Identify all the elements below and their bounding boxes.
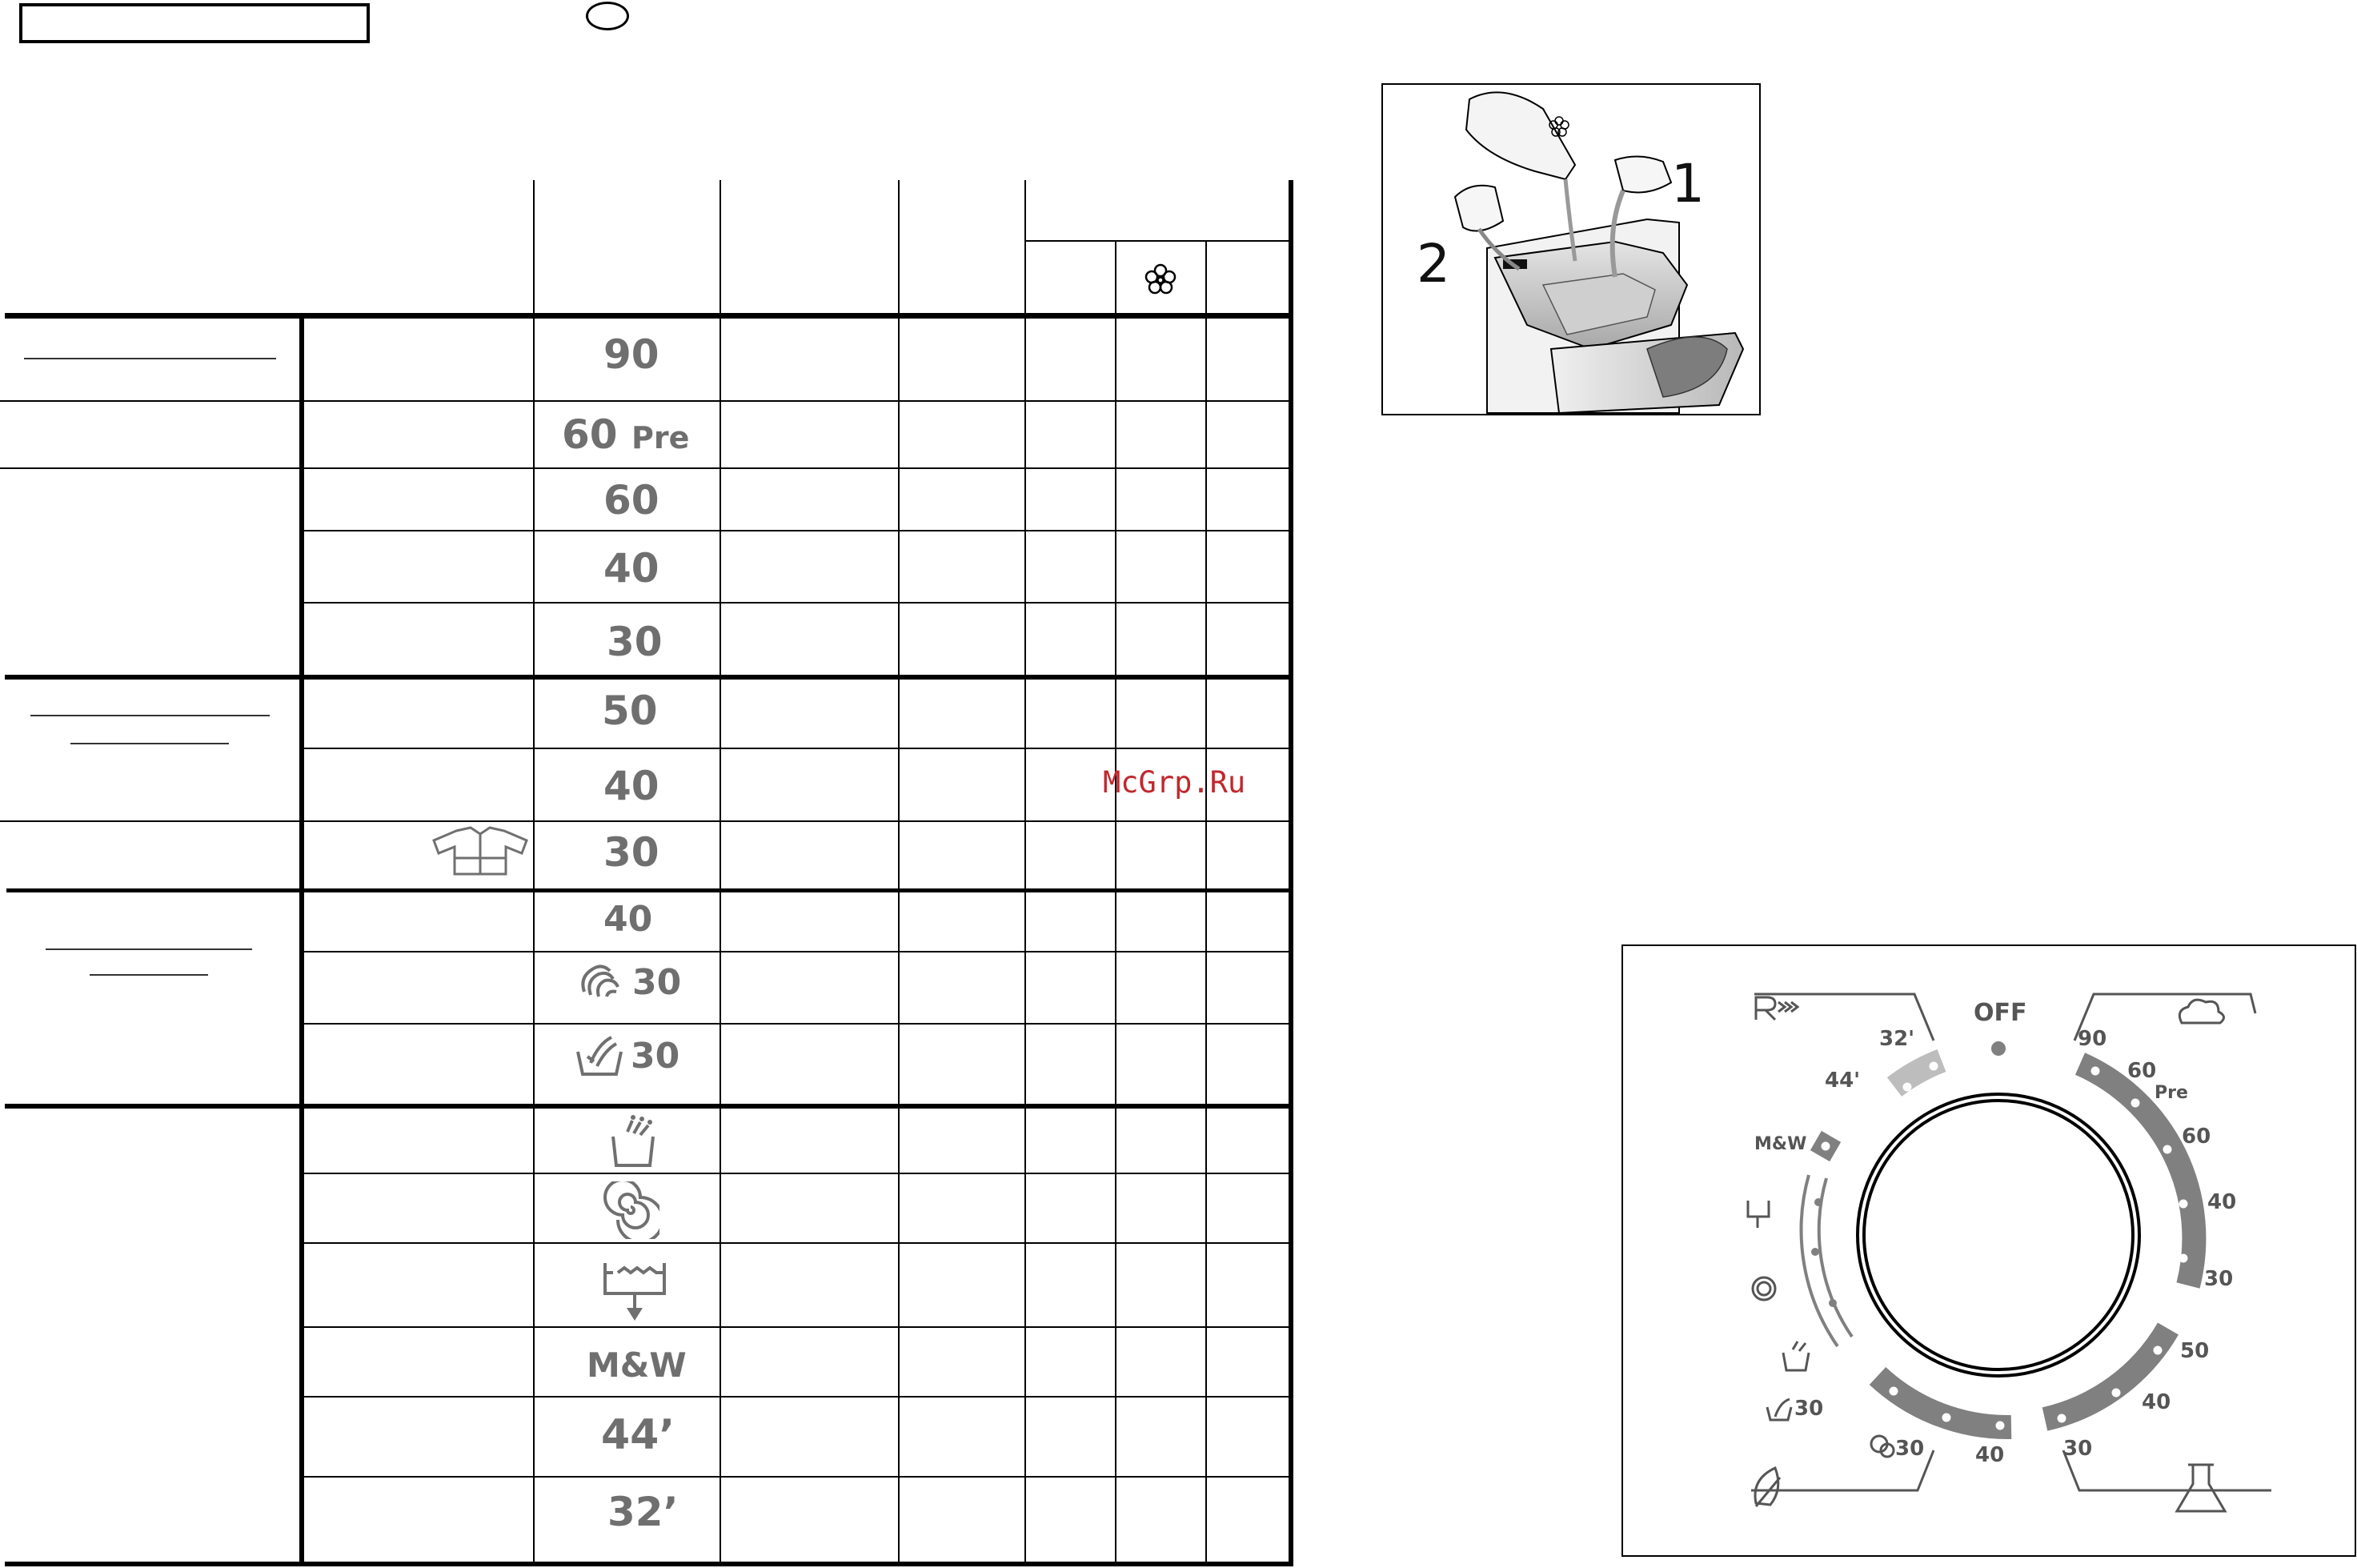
program-label-30: 30 — [607, 619, 663, 665]
rinse-icon — [608, 1111, 658, 1169]
table-hline-thick — [5, 1104, 1293, 1109]
synthetic-icon — [2177, 1465, 2225, 1511]
dial-delicate-40: 40 — [1975, 1443, 2005, 1467]
table-hline-thick — [5, 675, 1293, 680]
program-label-mw: M&W — [587, 1345, 687, 1385]
handwash-small-icon — [1767, 1399, 1791, 1420]
dial-wool-30: 30 — [1895, 1437, 1925, 1461]
drain-icon — [602, 1258, 667, 1324]
table-hline — [0, 820, 299, 822]
table-vline — [533, 180, 535, 1565]
dial-cotton-60: 60 — [2127, 1059, 2157, 1083]
table-hline — [304, 820, 1289, 822]
table-vline — [898, 180, 900, 1565]
dial-synthetic-50: 50 — [2180, 1339, 2210, 1363]
table-hline — [304, 1476, 1289, 1478]
table-hline — [304, 530, 1289, 531]
delicate-icon — [1755, 1468, 1780, 1506]
group-label-underline — [90, 974, 208, 976]
table-hline — [0, 467, 299, 469]
dispenser-illustration — [1381, 83, 1761, 415]
shirt-icon — [432, 826, 528, 877]
table-hline — [304, 1396, 1289, 1398]
table-vline — [1289, 180, 1293, 1566]
table-vline — [1115, 240, 1116, 1565]
watermark: McGrp.Ru — [1103, 765, 1246, 800]
program-label-40: 40 — [603, 763, 659, 809]
program-label-40: 40 — [603, 545, 659, 592]
program-label-32: 32’ — [607, 1489, 679, 1535]
program-label-60: 60 — [603, 477, 659, 523]
cotton-icon — [2179, 1000, 2223, 1023]
wool-icon — [578, 960, 626, 1001]
program-label-50: 50 — [602, 688, 658, 734]
program-label-90: 90 — [603, 331, 659, 378]
table-hline — [304, 748, 1289, 749]
table-hline — [0, 400, 299, 402]
flower-icon — [1143, 263, 1178, 298]
dial-synthetic-40: 40 — [2142, 1390, 2171, 1414]
table-hline-thick — [5, 1562, 1293, 1566]
program-label-handwash-30: 30 — [631, 1036, 680, 1077]
dial-handwash-30: 30 — [1794, 1397, 1824, 1421]
table-vline — [1024, 180, 1026, 1565]
program-label-44: 44’ — [601, 1411, 675, 1459]
dial-32-label: 32' — [1879, 1027, 1915, 1051]
drain-small-icon — [1748, 1201, 1769, 1228]
table-hline — [304, 400, 1289, 402]
dial-mw-label: M&W — [1754, 1134, 1807, 1154]
table-hline — [304, 1326, 1289, 1328]
spin-small-icon — [1753, 1277, 1775, 1300]
group-label-underline — [46, 948, 252, 950]
program-label-60: 60 — [562, 411, 618, 458]
program-dial — [1623, 946, 2355, 1555]
group-label-underline — [24, 358, 276, 359]
dial-cotton-90: 90 — [2078, 1027, 2107, 1051]
dispenser-label-2: 2 — [1417, 233, 1450, 295]
table-vline — [720, 180, 721, 1565]
table-hline — [304, 1242, 1289, 1244]
table-hline — [304, 1023, 1289, 1025]
dial-off-label: OFF — [1974, 999, 2027, 1027]
handwash-icon — [575, 1033, 627, 1077]
dial-cotton-60b: 60 — [2182, 1125, 2211, 1149]
table-hline — [1024, 240, 1289, 242]
dispenser-label-1: 1 — [1671, 153, 1705, 215]
pre-label: Pre — [631, 420, 690, 455]
program-label-wool-30: 30 — [632, 962, 682, 1003]
dispenser-drawing — [1383, 85, 1759, 414]
table-vline — [1205, 240, 1207, 1565]
dial-cotton-30: 30 — [2204, 1267, 2234, 1291]
dial-44-label: 44' — [1825, 1069, 1861, 1093]
dial-pre-label: Pre — [2155, 1083, 2188, 1103]
program-label-30: 30 — [603, 829, 659, 876]
table-hline-thick — [6, 888, 1293, 892]
rapid-icon — [1756, 997, 1775, 1020]
program-label-60-pre — [562, 411, 690, 458]
table-hline — [304, 951, 1289, 952]
dial-synthetic-30: 30 — [2063, 1437, 2093, 1461]
table-hline-thick — [5, 313, 1293, 319]
spin-icon — [602, 1181, 659, 1239]
table-hline — [304, 467, 1289, 469]
table-hline — [304, 602, 1289, 604]
rinse-small-icon — [1783, 1353, 1809, 1370]
group-label-underline — [30, 715, 270, 716]
table-vline — [299, 316, 304, 1566]
program-dial-panel — [1621, 944, 2356, 1557]
group-label-underline — [70, 743, 229, 744]
program-label-40: 40 — [603, 899, 653, 940]
table-hline — [304, 1173, 1289, 1174]
dial-cotton-40: 40 — [2207, 1190, 2237, 1214]
